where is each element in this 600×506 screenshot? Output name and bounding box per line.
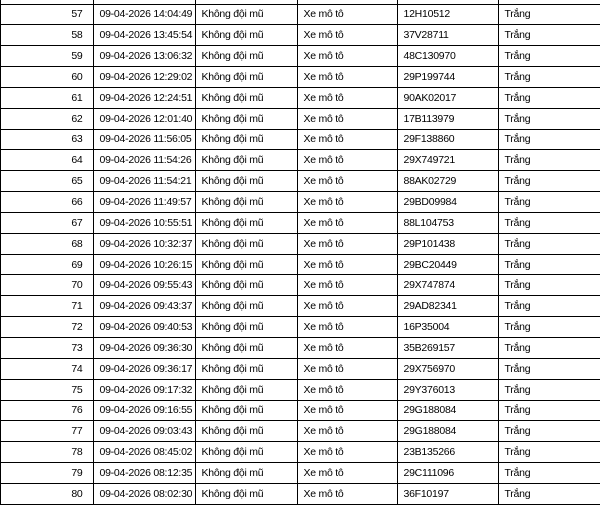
- cell-vehicle-type: Xe mô tô: [298, 88, 398, 108]
- cell-vehicle-color: Trắng: [504, 341, 531, 354]
- cell-violation: Không đội mũ: [196, 171, 298, 191]
- cell-timestamp: 09-04-2026 08:12:35: [94, 463, 196, 483]
- table-row: [0, 255, 600, 276]
- table-row: [0, 401, 600, 422]
- cell-vehicle-type: Xe mô tô: [298, 275, 398, 295]
- cell-license-plate: 29P101438: [398, 234, 499, 254]
- cell-vehicle-type: Xe mô tô: [298, 463, 398, 483]
- cell-vehicle-stub: [298, 0, 398, 4]
- cell-vehicle-type: Xe mô tô: [298, 67, 398, 87]
- cell-violation: Không đội mũ: [196, 130, 298, 150]
- cell-row-number: 71: [0, 296, 94, 316]
- cell-violation: Không đội mũ: [196, 463, 298, 483]
- table-row: [0, 25, 600, 46]
- cell-vehicle-type: Xe mô tô: [298, 442, 398, 462]
- cell-vehicle-type: Xe mô tô: [298, 255, 398, 275]
- cell-row-number: 69: [0, 255, 94, 275]
- cell-violation: Không đội mũ: [196, 67, 298, 87]
- table-row: [0, 88, 600, 109]
- cell-row-number: 77: [0, 421, 94, 441]
- table-row: [0, 5, 600, 26]
- cell-vehicle-color: Trắng: [504, 383, 531, 396]
- cell-timestamp: 09-04-2026 10:55:51: [94, 213, 196, 233]
- cell-vehicle-type: Xe mô tô: [298, 380, 398, 400]
- cell-row-number: 80: [0, 484, 94, 504]
- cell-license-plate: 29X749721: [398, 150, 499, 170]
- cell-vehicle-type: Xe mô tô: [298, 234, 398, 254]
- cell-vehicle-type: Xe mô tô: [298, 484, 398, 504]
- cell-violation: Không đội mũ: [196, 255, 298, 275]
- table-row: [0, 463, 600, 484]
- cell-license-plate: 29C111096: [398, 463, 499, 483]
- cell-license-plate: 29F138860: [398, 130, 499, 150]
- cell-row-number: 72: [0, 317, 94, 337]
- cell-violation: Không đội mũ: [196, 338, 298, 358]
- cell-license-plate: 48C130970: [398, 46, 499, 66]
- cell-row-number: 70: [0, 275, 94, 295]
- cell-violation: Không đội mũ: [196, 484, 298, 504]
- cell-row-number: 73: [0, 338, 94, 358]
- cell-vehicle-type: Xe mô tô: [298, 296, 398, 316]
- cell-violation: Không đội mũ: [196, 317, 298, 337]
- cell-vehicle-color: Trắng: [504, 216, 531, 229]
- cell-vehicle-color: Trắng: [504, 70, 531, 83]
- cell-timestamp: 09-04-2026 09:55:43: [94, 275, 196, 295]
- cell-vehicle-color: Trắng: [504, 404, 531, 417]
- cell-violation-stub: [196, 0, 298, 4]
- cell-timestamp: 09-04-2026 09:03:43: [94, 421, 196, 441]
- cell-vehicle-color: Trắng: [504, 487, 531, 500]
- cell-timestamp: 09-04-2026 11:49:57: [94, 192, 196, 212]
- cell-timestamp: 09-04-2026 09:36:17: [94, 359, 196, 379]
- cell-vehicle-color: Trắng: [504, 154, 531, 167]
- cell-license-plate: 29AD82341: [398, 296, 499, 316]
- cell-vehicle-type: Xe mô tô: [298, 317, 398, 337]
- cell-license-plate: 16P35004: [398, 317, 499, 337]
- cell-vehicle-color: Trắng: [504, 300, 531, 313]
- cell-license-plate: 88L104753: [398, 213, 499, 233]
- table-row: [0, 380, 600, 401]
- cell-vehicle-color: Trắng: [504, 112, 531, 125]
- cell-vehicle-color: Trắng: [504, 91, 531, 104]
- table-row: [0, 275, 600, 296]
- cell-violation: Không đội mũ: [196, 401, 298, 421]
- cell-vehicle-color: Trắng: [504, 258, 531, 271]
- table-row: [0, 484, 600, 505]
- table-row: [0, 296, 600, 317]
- cell-no-stub: [0, 0, 94, 4]
- cell-license-plate: 29Y376013: [398, 380, 499, 400]
- cell-row-number: 74: [0, 359, 94, 379]
- cell-vehicle-type: Xe mô tô: [298, 401, 398, 421]
- cell-row-number: 78: [0, 442, 94, 462]
- cell-license-plate: 29G188084: [398, 401, 499, 421]
- cell-license-plate: 36F10197: [398, 484, 499, 504]
- cell-timestamp: 09-04-2026 08:45:02: [94, 442, 196, 462]
- cell-timestamp: 09-04-2026 12:29:02: [94, 67, 196, 87]
- cell-vehicle-type: Xe mô tô: [298, 192, 398, 212]
- cell-license-plate: 29X756970: [398, 359, 499, 379]
- cell-license-plate: 23B135266: [398, 442, 499, 462]
- cell-timestamp: 09-04-2026 11:56:05: [94, 130, 196, 150]
- cell-license-plate: 29G188084: [398, 421, 499, 441]
- cell-vehicle-type: Xe mô tô: [298, 130, 398, 150]
- cell-license-plate: 29X747874: [398, 275, 499, 295]
- cell-row-number: 75: [0, 380, 94, 400]
- cell-violation: Không đội mũ: [196, 213, 298, 233]
- cell-vehicle-color: Trắng: [504, 362, 531, 375]
- cell-vehicle-type: Xe mô tô: [298, 109, 398, 129]
- table-row: [0, 359, 600, 380]
- cell-license-plate: 12H10512: [398, 5, 499, 25]
- cell-timestamp: 09-04-2026 13:06:32: [94, 46, 196, 66]
- cell-row-number: 67: [0, 213, 94, 233]
- table-row: [0, 421, 600, 442]
- cell-license-plate: 29BD09984: [398, 192, 499, 212]
- cell-vehicle-color: Trắng: [504, 466, 531, 479]
- table-row: [0, 109, 600, 130]
- cell-row-number: 65: [0, 171, 94, 191]
- cell-timestamp: 09-04-2026 09:40:53: [94, 317, 196, 337]
- cell-row-number: 68: [0, 234, 94, 254]
- cell-violation: Không đội mũ: [196, 88, 298, 108]
- cell-vehicle-type: Xe mô tô: [298, 5, 398, 25]
- table-row: [0, 213, 600, 234]
- table-row: [0, 317, 600, 338]
- table-row: [0, 192, 600, 213]
- cell-violation: Không đội mũ: [196, 5, 298, 25]
- cell-timestamp: 09-04-2026 10:32:37: [94, 234, 196, 254]
- cell-row-number: 76: [0, 401, 94, 421]
- table-body: [0, 5, 600, 505]
- cell-row-number: 61: [0, 88, 94, 108]
- cell-timestamp: 09-04-2026 09:16:55: [94, 401, 196, 421]
- cell-color-stub: [499, 0, 600, 4]
- cell-row-number: 57: [0, 5, 94, 25]
- cell-row-number: 63: [0, 130, 94, 150]
- cell-timestamp: 09-04-2026 12:01:40: [94, 109, 196, 129]
- cell-violation: Không đội mũ: [196, 275, 298, 295]
- cell-vehicle-color: Trắng: [504, 321, 531, 334]
- cell-vehicle-type: Xe mô tô: [298, 338, 398, 358]
- cell-violation: Không đội mũ: [196, 25, 298, 45]
- cell-row-number: 66: [0, 192, 94, 212]
- cell-license-plate: 37V28711: [398, 25, 499, 45]
- cell-timestamp: 09-04-2026 10:26:15: [94, 255, 196, 275]
- cell-vehicle-type: Xe mô tô: [298, 25, 398, 45]
- cell-timestamp: 09-04-2026 11:54:26: [94, 150, 196, 170]
- cell-vehicle-color: Trắng: [504, 196, 531, 209]
- cell-timestamp: 09-04-2026 14:04:49: [94, 5, 196, 25]
- cell-violation: Không đội mũ: [196, 380, 298, 400]
- cell-timestamp: 09-04-2026 08:02:30: [94, 484, 196, 504]
- cell-vehicle-color: Trắng: [504, 133, 531, 146]
- cell-vehicle-color: Trắng: [504, 279, 531, 292]
- table-row: [0, 67, 600, 88]
- cell-vehicle-color: Trắng: [504, 29, 531, 42]
- cell-violation: Không đội mũ: [196, 46, 298, 66]
- table-row: [0, 171, 600, 192]
- cell-timestamp: 09-04-2026 09:17:32: [94, 380, 196, 400]
- cell-violation: Không đội mũ: [196, 109, 298, 129]
- cell-violation: Không đội mũ: [196, 359, 298, 379]
- cell-license-plate: 29P199744: [398, 67, 499, 87]
- cell-violation: Không đội mũ: [196, 192, 298, 212]
- cell-timestamp: 09-04-2026 11:54:21: [94, 171, 196, 191]
- cell-vehicle-type: Xe mô tô: [298, 171, 398, 191]
- cell-license-plate: 29BC20449: [398, 255, 499, 275]
- table-row: [0, 46, 600, 67]
- cell-violation: Không đội mũ: [196, 234, 298, 254]
- cell-vehicle-color: Trắng: [504, 175, 531, 188]
- table-row: [0, 130, 600, 151]
- cell-vehicle-color: Trắng: [504, 237, 531, 250]
- cell-timestamp: 09-04-2026 09:36:30: [94, 338, 196, 358]
- cell-violation: Không đội mũ: [196, 296, 298, 316]
- table-row: [0, 338, 600, 359]
- cell-row-number: 62: [0, 109, 94, 129]
- cell-vehicle-type: Xe mô tô: [298, 359, 398, 379]
- cell-vehicle-type: Xe mô tô: [298, 150, 398, 170]
- cell-license-plate: 35B269157: [398, 338, 499, 358]
- cell-vehicle-color: Trắng: [504, 50, 531, 63]
- cell-vehicle-color: Trắng: [504, 446, 531, 459]
- cell-row-number: 59: [0, 46, 94, 66]
- cell-vehicle-color: Trắng: [504, 8, 531, 21]
- cell-violation: Không đội mũ: [196, 442, 298, 462]
- cell-violation: Không đội mũ: [196, 150, 298, 170]
- cell-violation: Không đội mũ: [196, 421, 298, 441]
- cell-timestamp: 09-04-2026 13:45:54: [94, 25, 196, 45]
- cell-row-number: 60: [0, 67, 94, 87]
- table-row: [0, 234, 600, 255]
- cell-row-number: 79: [0, 463, 94, 483]
- cell-vehicle-type: Xe mô tô: [298, 213, 398, 233]
- cell-plate-stub: [398, 0, 499, 4]
- table-row: [0, 442, 600, 463]
- cell-row-number: 58: [0, 25, 94, 45]
- cell-license-plate: 88AK02729: [398, 171, 499, 191]
- cell-license-plate: 17B113979: [398, 109, 499, 129]
- cell-vehicle-color: Trắng: [504, 425, 531, 438]
- cell-timestamp: 09-04-2026 12:24:51: [94, 88, 196, 108]
- cell-row-number: 64: [0, 150, 94, 170]
- cell-time-stub: [94, 0, 196, 4]
- cell-timestamp: 09-04-2026 09:43:37: [94, 296, 196, 316]
- cell-vehicle-type: Xe mô tô: [298, 421, 398, 441]
- cell-license-plate: 90AK02017: [398, 88, 499, 108]
- table-row: [0, 150, 600, 171]
- cell-vehicle-type: Xe mô tô: [298, 46, 398, 66]
